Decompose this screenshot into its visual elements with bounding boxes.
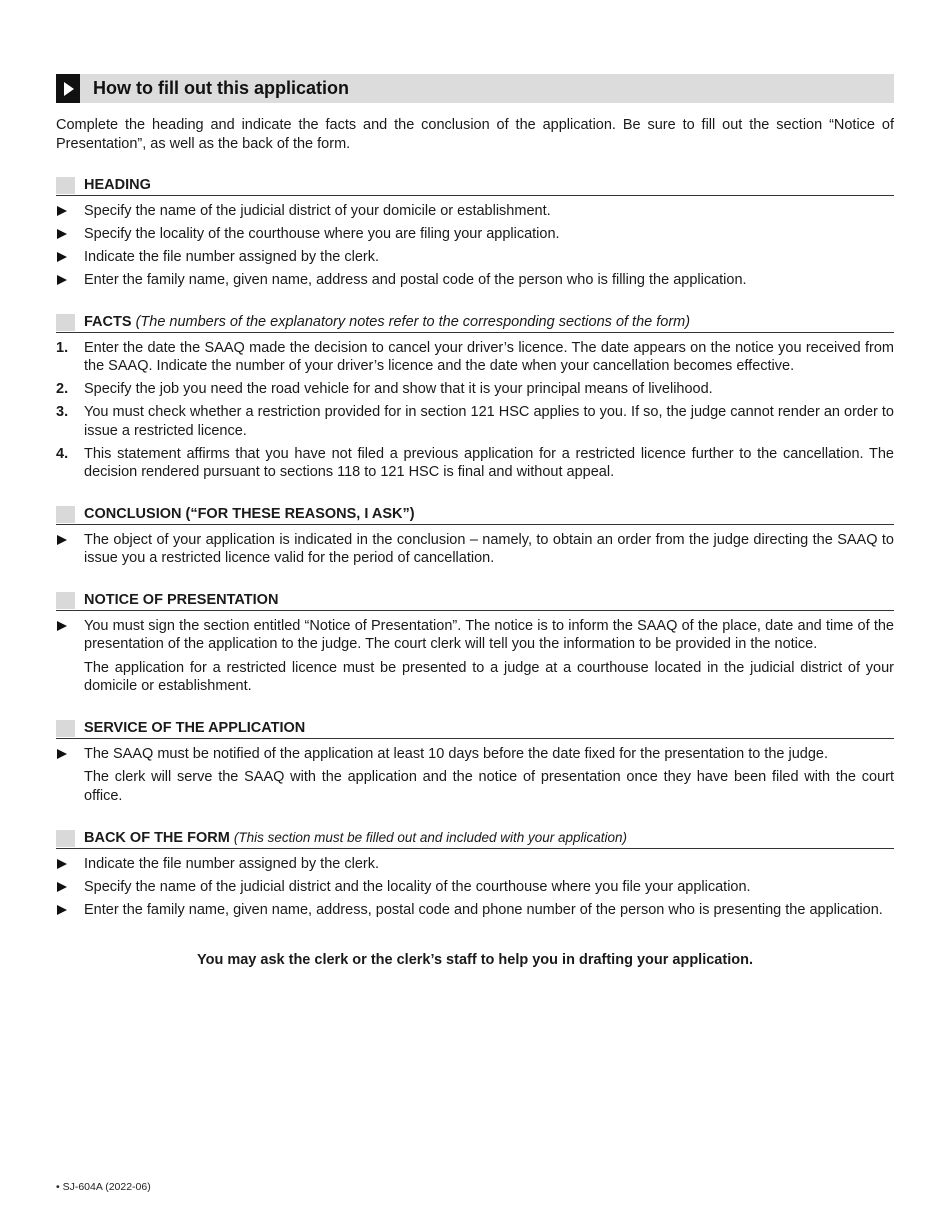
list-item: Enter the family name, given name, address and postal code of the person who is filling the application. [56, 271, 894, 290]
list-item: Specify the locality of the courthouse where you are filing your application. [56, 225, 894, 244]
item-number: 3. [56, 404, 69, 420]
section-note: (This section must be filled out and included with your application) [233, 830, 628, 845]
triangle-bullet-icon [56, 617, 84, 635]
closing-note: You may ask the clerk or the clerk’s staff to help you in drafting your application. [197, 951, 753, 968]
section-marker [56, 314, 75, 331]
section-title: FACTS [84, 313, 132, 330]
section-marker [56, 506, 75, 523]
section-title: HEADING [84, 177, 151, 193]
section-paragraph: The clerk will serve the SAAQ with the application and the notice of presentation once they have been filed with the court office. [84, 769, 894, 804]
list-item: Indicate the file number assigned by the clerk. [56, 248, 894, 267]
section-marker [56, 177, 75, 194]
arrow-marker-icon [56, 74, 80, 103]
section-marker [56, 830, 75, 847]
section-back [56, 829, 894, 920]
item-number: 4. [56, 445, 69, 462]
list-item: The object of your application is indicated in the conclusion – namely, to obtain an order from the judge directing the SAAQ to issue you a restricted licence valid for the period of cancellation. [56, 531, 894, 568]
section-title: SERVICE OF THE APPLICATION [84, 719, 306, 736]
list-item: The SAAQ must be notified of the application at least 10 days before the date fixed for the presentation to the judge. [56, 745, 894, 764]
item-number: 1. [56, 339, 69, 356]
triangle-bullet-icon [56, 745, 84, 763]
numbered-item: 4. This statement affirms that you have not filed a previous application for a restricted licence further to the cancellation. The decision rendered pursuant to sections 118 to 121 HSC is final and without appeal. [56, 445, 894, 480]
section-notice [56, 592, 894, 696]
intro-paragraph: Complete the heading and indicate the facts and the conclusion of the application. Be sure to fill out the section “Notice of Presentation”, as well as the back of the form. [56, 117, 894, 152]
list-item: You must sign the section entitled “Notice of Presentation”. The notice is to inform the SAAQ of the place, date and time of the presentation of the application to the judge. The court clerk will tell you the information to be provided in the notice. [56, 617, 894, 654]
triangle-bullet-icon [56, 531, 84, 549]
triangle-bullet-icon [56, 248, 84, 266]
section-heading [56, 177, 894, 290]
list-item: Enter the family name, given name, address, postal code and phone number of the person who is presenting the application. [56, 901, 894, 920]
section-conclusion [56, 506, 894, 568]
list-item: Specify the name of the judicial district and the locality of the courthouse where you file your application. [56, 878, 894, 897]
numbered-item: 3. You must check whether a restriction provided for in section 121 HSC applies to you. If so, the judge cannot render an order to issue a restricted licence. [56, 404, 894, 439]
triangle-bullet-icon [56, 271, 84, 289]
triangle-bullet-icon [56, 878, 84, 896]
triangle-bullet-icon [56, 901, 84, 919]
triangle-bullet-icon [56, 225, 84, 243]
section-service [56, 720, 894, 806]
section-marker [56, 720, 75, 737]
section-title: CONCLUSION (“FOR THESE REASONS, I ASK”) [84, 505, 415, 522]
triangle-bullet-icon [56, 202, 84, 220]
title-bar [56, 74, 894, 103]
section-marker [56, 592, 75, 609]
numbered-item: 2. Specify the job you need the road vehicle for and show that it is your principal means of livelihood. [56, 381, 713, 397]
section-facts [56, 314, 894, 482]
triangle-bullet-icon [56, 855, 84, 873]
numbered-item: 1. Enter the date the SAAQ made the decision to cancel your driver’s licence. The date appears on the notice you received from the SAAQ. Indicate the number of your driver’s licence and the date when your cancellation becomes effective. [56, 339, 894, 374]
section-title: BACK OF THE FORM [84, 830, 230, 846]
list-item: Indicate the file number assigned by the clerk. [56, 855, 894, 874]
form-code-footer: • SJ-604A (2022-06) [56, 1181, 151, 1193]
section-paragraph: The application for a restricted licence must be presented to a judge at a courthouse located in the judicial district of your domicile or establishment. [84, 659, 894, 694]
section-note: (The numbers of the explanatory notes refer to the corresponding sections of the form) [135, 313, 691, 330]
section-title: NOTICE OF PRESENTATION [84, 591, 279, 608]
item-number: 2. [56, 381, 69, 397]
page-title: How to fill out this application [93, 78, 349, 98]
document-page [56, 74, 894, 968]
list-item: Specify the name of the judicial district of your domicile or establishment. [56, 202, 894, 221]
